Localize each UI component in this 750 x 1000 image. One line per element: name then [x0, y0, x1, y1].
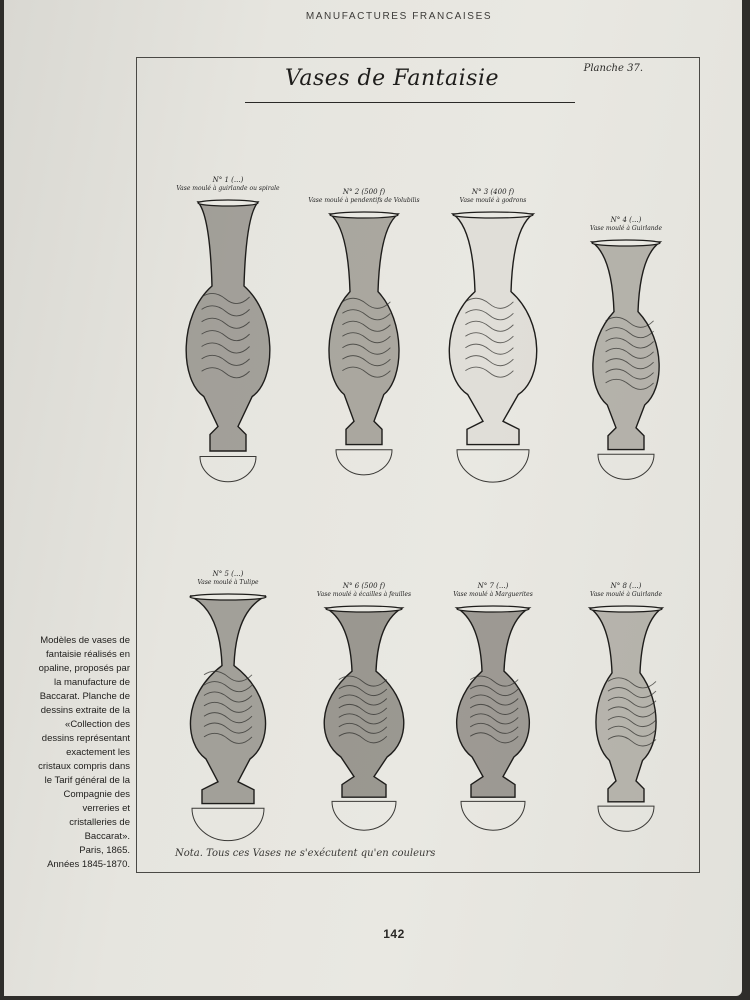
vase-base-plan	[457, 450, 529, 482]
caption-line: verreries et	[82, 803, 130, 814]
vase-rim	[198, 200, 258, 206]
plate-number: Planche 37.	[583, 63, 643, 74]
vase-silhouette	[324, 608, 404, 797]
vase-entry	[163, 176, 293, 507]
vase-rim	[326, 606, 402, 612]
vase-description: Vase moulé à pendentifs de Volubilis	[308, 197, 420, 204]
figure-caption	[18, 634, 130, 872]
vase-base-plan	[598, 806, 654, 831]
caption-line: cristaux compris dans	[38, 761, 130, 772]
vase-description: Vase moulé à écailles à feuilles	[316, 591, 412, 598]
vase-number: N° 4 (...)	[610, 216, 642, 224]
title-rule	[245, 102, 575, 103]
vase-silhouette	[457, 608, 530, 797]
caption-line: Baccarat».	[84, 831, 130, 842]
vase-entry	[428, 188, 558, 499]
vase-entry	[428, 582, 558, 848]
vase-rim	[453, 212, 533, 218]
vase-drawing	[163, 592, 293, 856]
vase-drawing	[561, 238, 691, 502]
caption-line: Années 1845-1870.	[47, 859, 130, 870]
plate-note: Nota. Tous ces Vases ne s'exécutent qu'en couleurs	[175, 848, 436, 859]
vase-drawing	[428, 210, 558, 499]
catalogue-plate	[136, 57, 700, 873]
vase-number: N° 2 (500 f)	[342, 188, 386, 196]
caption-line: exactement les	[66, 747, 130, 758]
caption-line: fantaisie réalisés en	[46, 649, 130, 660]
vase-rim	[590, 606, 662, 612]
vase-base-plan	[332, 801, 396, 830]
caption-line: opaline, proposés par	[38, 663, 130, 674]
vase-entry	[299, 582, 429, 848]
vase-drawing	[163, 198, 293, 507]
caption-line: Modèles de vases de	[40, 635, 130, 646]
running-head: MANUFACTURES FRANCAISES	[305, 11, 493, 22]
vase-base-plan	[598, 454, 654, 479]
vase-description: Vase moulé à Marguerites	[453, 591, 533, 598]
caption-line: la manufacture de	[53, 677, 130, 688]
vase-description: Vase moulé à Guirlande	[589, 225, 663, 232]
vase-number: N° 8 (...)	[610, 582, 642, 590]
vase-drawing	[561, 604, 691, 853]
plate-title: Vases de Fantaisie	[284, 66, 500, 91]
vase-drawing	[299, 604, 429, 848]
page-number: 142	[383, 927, 405, 941]
vase-base-plan	[336, 450, 392, 475]
vase-silhouette	[186, 202, 270, 451]
vase-rim	[592, 240, 660, 246]
caption-line: dessins représentant	[41, 733, 130, 744]
vase-rim	[457, 606, 529, 612]
vase-number: N° 1 (...)	[212, 176, 244, 184]
vase-drawing	[299, 210, 429, 499]
caption-line: Compagnie des	[63, 789, 130, 800]
vase-rim	[190, 594, 266, 600]
vase-entry	[561, 216, 691, 502]
caption-line: «Collection des	[65, 719, 130, 730]
vase-entry	[299, 188, 429, 499]
vase-base-plan	[200, 457, 256, 482]
caption-line: Paris, 1865.	[79, 845, 130, 856]
vase-description: Vase moulé à Tulipe	[197, 579, 259, 586]
vase-number: N° 3 (400 f)	[471, 188, 515, 196]
caption-line: Baccarat. Planche de	[39, 691, 130, 702]
vase-description: Vase moulé à godrons	[459, 197, 527, 204]
vase-silhouette	[190, 596, 266, 804]
vase-base-plan	[461, 801, 525, 830]
vase-description: Vase moulé à Guirlande	[589, 591, 663, 598]
caption-line: le Tarif général de la	[44, 775, 130, 786]
vase-number: N° 5 (...)	[212, 570, 244, 578]
vase-silhouette	[592, 242, 660, 450]
vase-drawing	[428, 604, 558, 848]
book-page	[4, 0, 742, 996]
vase-entry	[163, 570, 293, 856]
vase-entry	[561, 582, 691, 853]
caption-line: cristalleries de	[69, 817, 130, 828]
vase-number: N° 6 (500 f)	[342, 582, 386, 590]
vase-base-plan	[192, 808, 264, 840]
vase-number: N° 7 (...)	[477, 582, 509, 590]
vase-rim	[330, 212, 398, 218]
caption-line: dessins extraite de la	[40, 705, 130, 716]
vase-description: Vase moulé à guirlande ou spirale	[176, 185, 280, 192]
vase-silhouette	[329, 214, 399, 445]
